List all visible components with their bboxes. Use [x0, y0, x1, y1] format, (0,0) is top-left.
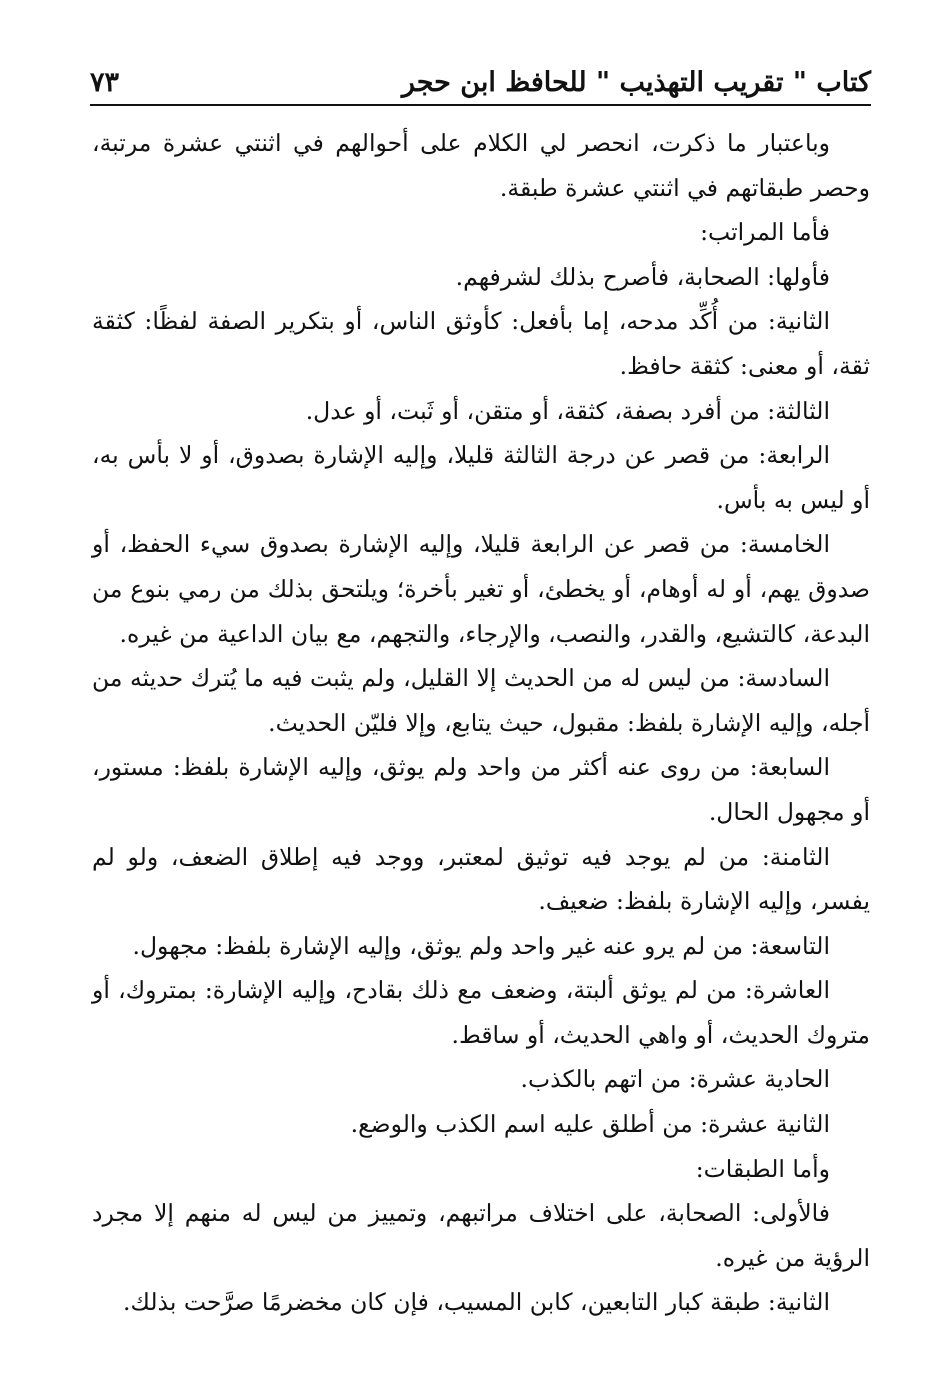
paragraph: وأما الطبقات:: [695, 1154, 830, 1183]
paragraph: التاسعة: من لم يرو عنه غير واحد ولم يوثق، وإليه الإشارة بلفظ: مجهول.: [132, 931, 830, 960]
paragraph: الخامسة: من قصر عن الرابعة قليلا، وإليه الإشارة بصدوق سيء الحفظ، أو صدوق يهم، أو له أوهام، أو يخطئ، أو تغير بأخرة؛ ويلتحق بذلك من رمي بنوع من البدعة، كالتشيع، والقدر، والنصب، والإرجاء، والتجهم، مع بيان الداعية من غيره.: [92, 530, 870, 648]
paragraph: فأما المراتب:: [700, 218, 830, 247]
paragraph: الحادية عشرة: من اتهم بالكذب.: [520, 1065, 830, 1094]
paragraph: السادسة: من ليس له من الحديث إلا القليل، ولم يثبت فيه ما يُترك حديثه من أجله، وإليه الإشارة بلفظ: مقبول، حيث يتابع، وإلا فليّن الحديث.: [92, 664, 870, 737]
paragraph: الرابعة: من قصر عن درجة الثالثة قليلا، وإليه الإشارة بصدوق، أو لا بأس به، أو ليس به بأس.: [92, 441, 870, 514]
paragraph: الثانية: من أُكِّد مدحه، إما بأفعل: كأوثق الناس، أو بتكرير الصفة لفظًا: كثقة ثقة، أو معنى: كثقة حافظ.: [92, 307, 870, 380]
paragraph: السابعة: من روى عنه أكثر من واحد ولم يوثق، وإليه الإشارة بلفظ: مستور، أو مجهول الحال.: [92, 753, 870, 826]
running-title: كتاب " تقريب التهذيب " للحافظ ابن حجر: [401, 67, 871, 98]
body-text: [92, 121, 870, 1325]
paragraph: الثامنة: من لم يوجد فيه توثيق لمعتبر، ووجد فيه إطلاق الضعف، ولو لم يفسر، وإليه الإشارة بلفظ: ضعيف.: [92, 842, 870, 916]
paragraph: الثانية: طبقة كبار التابعين، كابن المسيب، فإن كان مخضرمًا صرَّحت بذلك.: [123, 1288, 830, 1317]
paragraph: العاشرة: من لم يوثق ألبتة، وضعف مع ذلك بقادح، وإليه الإشارة: بمتروك، أو متروك الحديث، أو واهي الحديث، أو ساقط.: [92, 976, 870, 1049]
paragraph: الثالثة: من أفرد بصفة، كثقة، أو متقن، أو ثَبت، أو عدل.: [305, 396, 830, 425]
page-header: [90, 64, 871, 106]
paragraph: فالأولى: الصحابة، على اختلاف مراتبهم، وتمييز من ليس له منهم إلا مجرد الرؤية من غيره.: [92, 1199, 870, 1272]
page-number: ٧٣: [90, 67, 120, 98]
paragraph: فأولها: الصحابة، فأصرح بذلك لشرفهم.: [455, 262, 830, 291]
paragraph: وباعتبار ما ذكرت، انحصر لي الكلام على أحوالهم في اثنتي عشرة مرتبة، وحصر طبقاتهم في اثنتي عشرة طبقة.: [92, 129, 870, 202]
paragraph: الثانية عشرة: من أطلق عليه اسم الكذب والوضع.: [350, 1110, 830, 1139]
